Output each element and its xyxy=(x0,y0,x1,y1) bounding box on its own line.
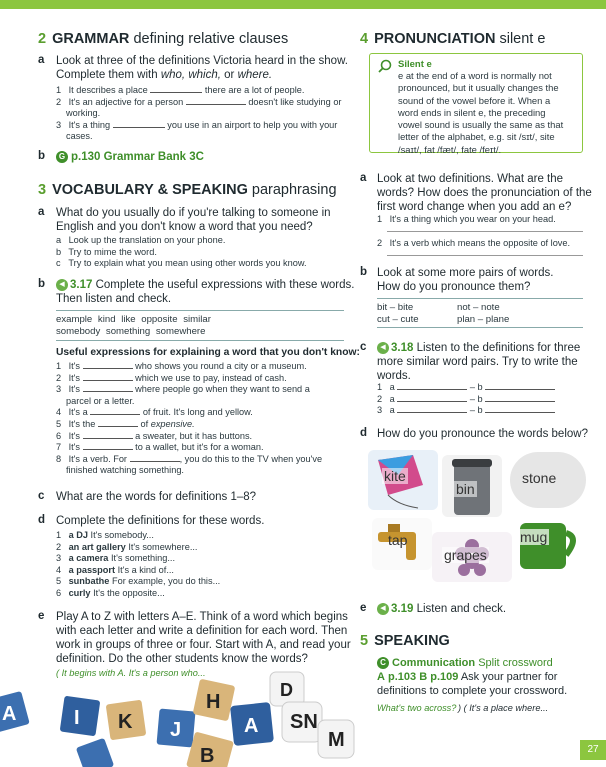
s3-c-question: What are the words for definitions 1–8? xyxy=(56,491,257,503)
grammar-bank-link[interactable]: G p.130 Grammar Bank 3C xyxy=(56,150,204,164)
s4-c-instruction: ◀ 3.18 Listen to the definitions for three more similar word pairs. Try to write the words. xyxy=(377,342,581,382)
section-2-heading: 2 GRAMMAR defining relative clauses xyxy=(38,31,289,47)
answer-blank[interactable] xyxy=(397,394,467,402)
tap-picture: tap xyxy=(372,518,432,570)
answer-blank[interactable] xyxy=(90,407,140,415)
svg-text:SN: SN xyxy=(290,711,318,733)
item-label: c xyxy=(360,341,367,353)
answer-blank[interactable] xyxy=(83,442,133,450)
word-box: example kind like opposite similar somebody something somewhere xyxy=(56,314,211,337)
item-label: d xyxy=(38,514,46,526)
silent-e-info-box: Silent e e at the end of a word is normally not pronounced, but it usually changes the sound of the vowel before it. When a word ends in silent e, the preceding vowel sound is usually the same as that letter of the alphabet, e.g. sit /sɪt/, site /saɪt/, fat /fæt/, fate /feɪt/. xyxy=(369,53,583,153)
svg-text:A: A xyxy=(244,715,259,737)
svg-text:K: K xyxy=(118,711,133,733)
svg-text:B: B xyxy=(200,745,215,767)
item-label: b xyxy=(38,150,46,162)
communication-instructions: C Communication Split crossword A p.103 B p.109 Ask your partner for definitions to complete your crossword. xyxy=(377,657,568,697)
page-number: 27 xyxy=(580,740,606,760)
useful-expressions-list: 1 It's who shows you round a city or a museum. 2 It's which we use to pay, instead of cash. 3 It's where people go when they want to send a parcel or a letter. 4 It's a of fruit. It's long and yellow. 5 It's the of expensive. 6 It's a sweater, but it has buttons. 7 It's to a wallet, but it's for a woman. 8 It's a verb. For , you do this to the TV when you've finished watching something. xyxy=(56,361,323,476)
audio-icon[interactable]: ◀ xyxy=(377,342,389,354)
answer-blank[interactable] xyxy=(397,405,467,413)
answer-blank[interactable] xyxy=(186,97,246,105)
s4-c-answers: 1 a – b 2 a – b 3 a – b xyxy=(377,382,555,417)
audio-icon[interactable]: ◀ xyxy=(56,279,68,291)
s4-a-instruction: Look at two definitions. What are the words? How does the pronunciation of the first word change when you add an e? xyxy=(377,173,592,213)
s3-e-instruction: Play A to Z with letters A–E. Think of a word which begins with each letter and write a definition for each word. Then work in groups of three or four. Start with A, and read your definition. Do the other students know the words? xyxy=(56,611,351,665)
definition-list: 1 a DJ It's somebody... 2 an art gallery It's somewhere... 3 a camera It's something... 4 a passport It's a kind of... 5 sunbathe For example, you do this... 6 curly It's the opposite... xyxy=(56,530,221,598)
item-label: a xyxy=(360,172,367,184)
item-label: e xyxy=(38,610,45,622)
divider xyxy=(377,298,583,299)
s2-a-instruction: Look at three of the definitions Victoria heard in the show. Complete them with who, which, or where. xyxy=(56,55,348,81)
svg-text:J: J xyxy=(170,719,182,741)
answer-blank[interactable] xyxy=(113,120,165,128)
s3-b-instruction: ◀ 3.17 Complete the useful expressions with these words. Then listen and check. xyxy=(56,279,355,305)
kite-picture: kite xyxy=(368,450,438,510)
letter-tiles-image xyxy=(0,670,360,767)
section-3-heading: 3 VOCABULARY & SPEAKING paraphrasing xyxy=(38,182,337,198)
svg-text:M: M xyxy=(328,729,345,751)
svg-text:A: A xyxy=(2,703,17,725)
divider xyxy=(56,340,344,341)
svg-text:D: D xyxy=(280,680,293,700)
s3-a-options: a Look up the translation on your phone. b Try to mime the word. c Try to explain what you mean using other words you know. xyxy=(56,235,307,269)
answer-blank[interactable] xyxy=(485,382,555,390)
answer-blank[interactable] xyxy=(83,384,133,392)
top-accent-bar xyxy=(0,0,606,9)
magnifier-icon xyxy=(378,59,392,73)
item-label: c xyxy=(38,490,45,502)
item-label: d xyxy=(360,427,368,439)
s3-d-instruction: Complete the definitions for these words. xyxy=(56,515,265,527)
divider xyxy=(56,310,344,311)
item-label: b xyxy=(38,278,46,290)
stone-picture: stone xyxy=(510,452,586,508)
answer-line[interactable] xyxy=(387,255,583,256)
answer-blank[interactable] xyxy=(485,394,555,402)
answer-blank[interactable] xyxy=(397,382,467,390)
useful-expressions-title: Useful expressions for explaining a word that you don't know: xyxy=(56,347,360,358)
answer-blank[interactable] xyxy=(83,431,133,439)
grammar-icon: G xyxy=(56,151,68,163)
answer-blank[interactable] xyxy=(150,85,202,93)
question-bubble: What's two across? xyxy=(377,703,457,713)
answer-blank[interactable] xyxy=(98,419,138,427)
answer-blank[interactable] xyxy=(130,454,180,462)
speech-bubble: ( It begins with A. It's a person who... xyxy=(56,668,206,678)
s4-b-instruction: Look at some more pairs of words. How do you pronounce them? xyxy=(377,267,554,293)
s4-d-instruction: How do you pronounce the words below? xyxy=(377,428,588,440)
s4-a-item-1: 1 It's a thing which you wear on your head. xyxy=(377,214,556,224)
svg-text:H: H xyxy=(206,691,221,713)
svg-text:I: I xyxy=(74,707,80,729)
s3-a-question: What do you usually do if you're talking to someone in English and you don't know a word that you need? xyxy=(56,207,331,233)
answer-blank[interactable] xyxy=(83,361,133,369)
answer-line[interactable] xyxy=(387,231,583,232)
divider xyxy=(377,327,583,328)
s4-e-instruction: ◀ 3.19 Listen and check. xyxy=(377,602,506,616)
answer-bubble: ) ( It's a place where... xyxy=(458,703,549,713)
communication-icon: C xyxy=(377,657,389,669)
item-label: e xyxy=(360,602,367,614)
grapes-picture: grapes xyxy=(432,532,512,582)
s2-exercise-list: 1 It describes a place there are a lot of people. 2 It's an adjective for a person doesn't like studying or working. 3 It's a thing you use in an airport to help you with your cases. xyxy=(56,85,342,142)
audio-icon[interactable]: ◀ xyxy=(377,603,389,615)
word-pairs: bit – bite not – note cut – cute plan – plane xyxy=(377,302,510,325)
item-label: a xyxy=(38,54,45,66)
answer-blank[interactable] xyxy=(485,405,555,413)
section-4-heading: 4 PRONUNCIATION silent e xyxy=(360,31,546,47)
item-label: a xyxy=(38,206,45,218)
s4-a-item-2: 2 It's a verb which means the opposite of love. xyxy=(377,238,571,248)
mug-picture: mug xyxy=(512,515,584,575)
item-label: b xyxy=(360,266,368,278)
answer-blank[interactable] xyxy=(83,373,133,381)
bin-picture: bin xyxy=(442,455,502,517)
section-5-heading: 5 SPEAKING xyxy=(360,633,450,649)
